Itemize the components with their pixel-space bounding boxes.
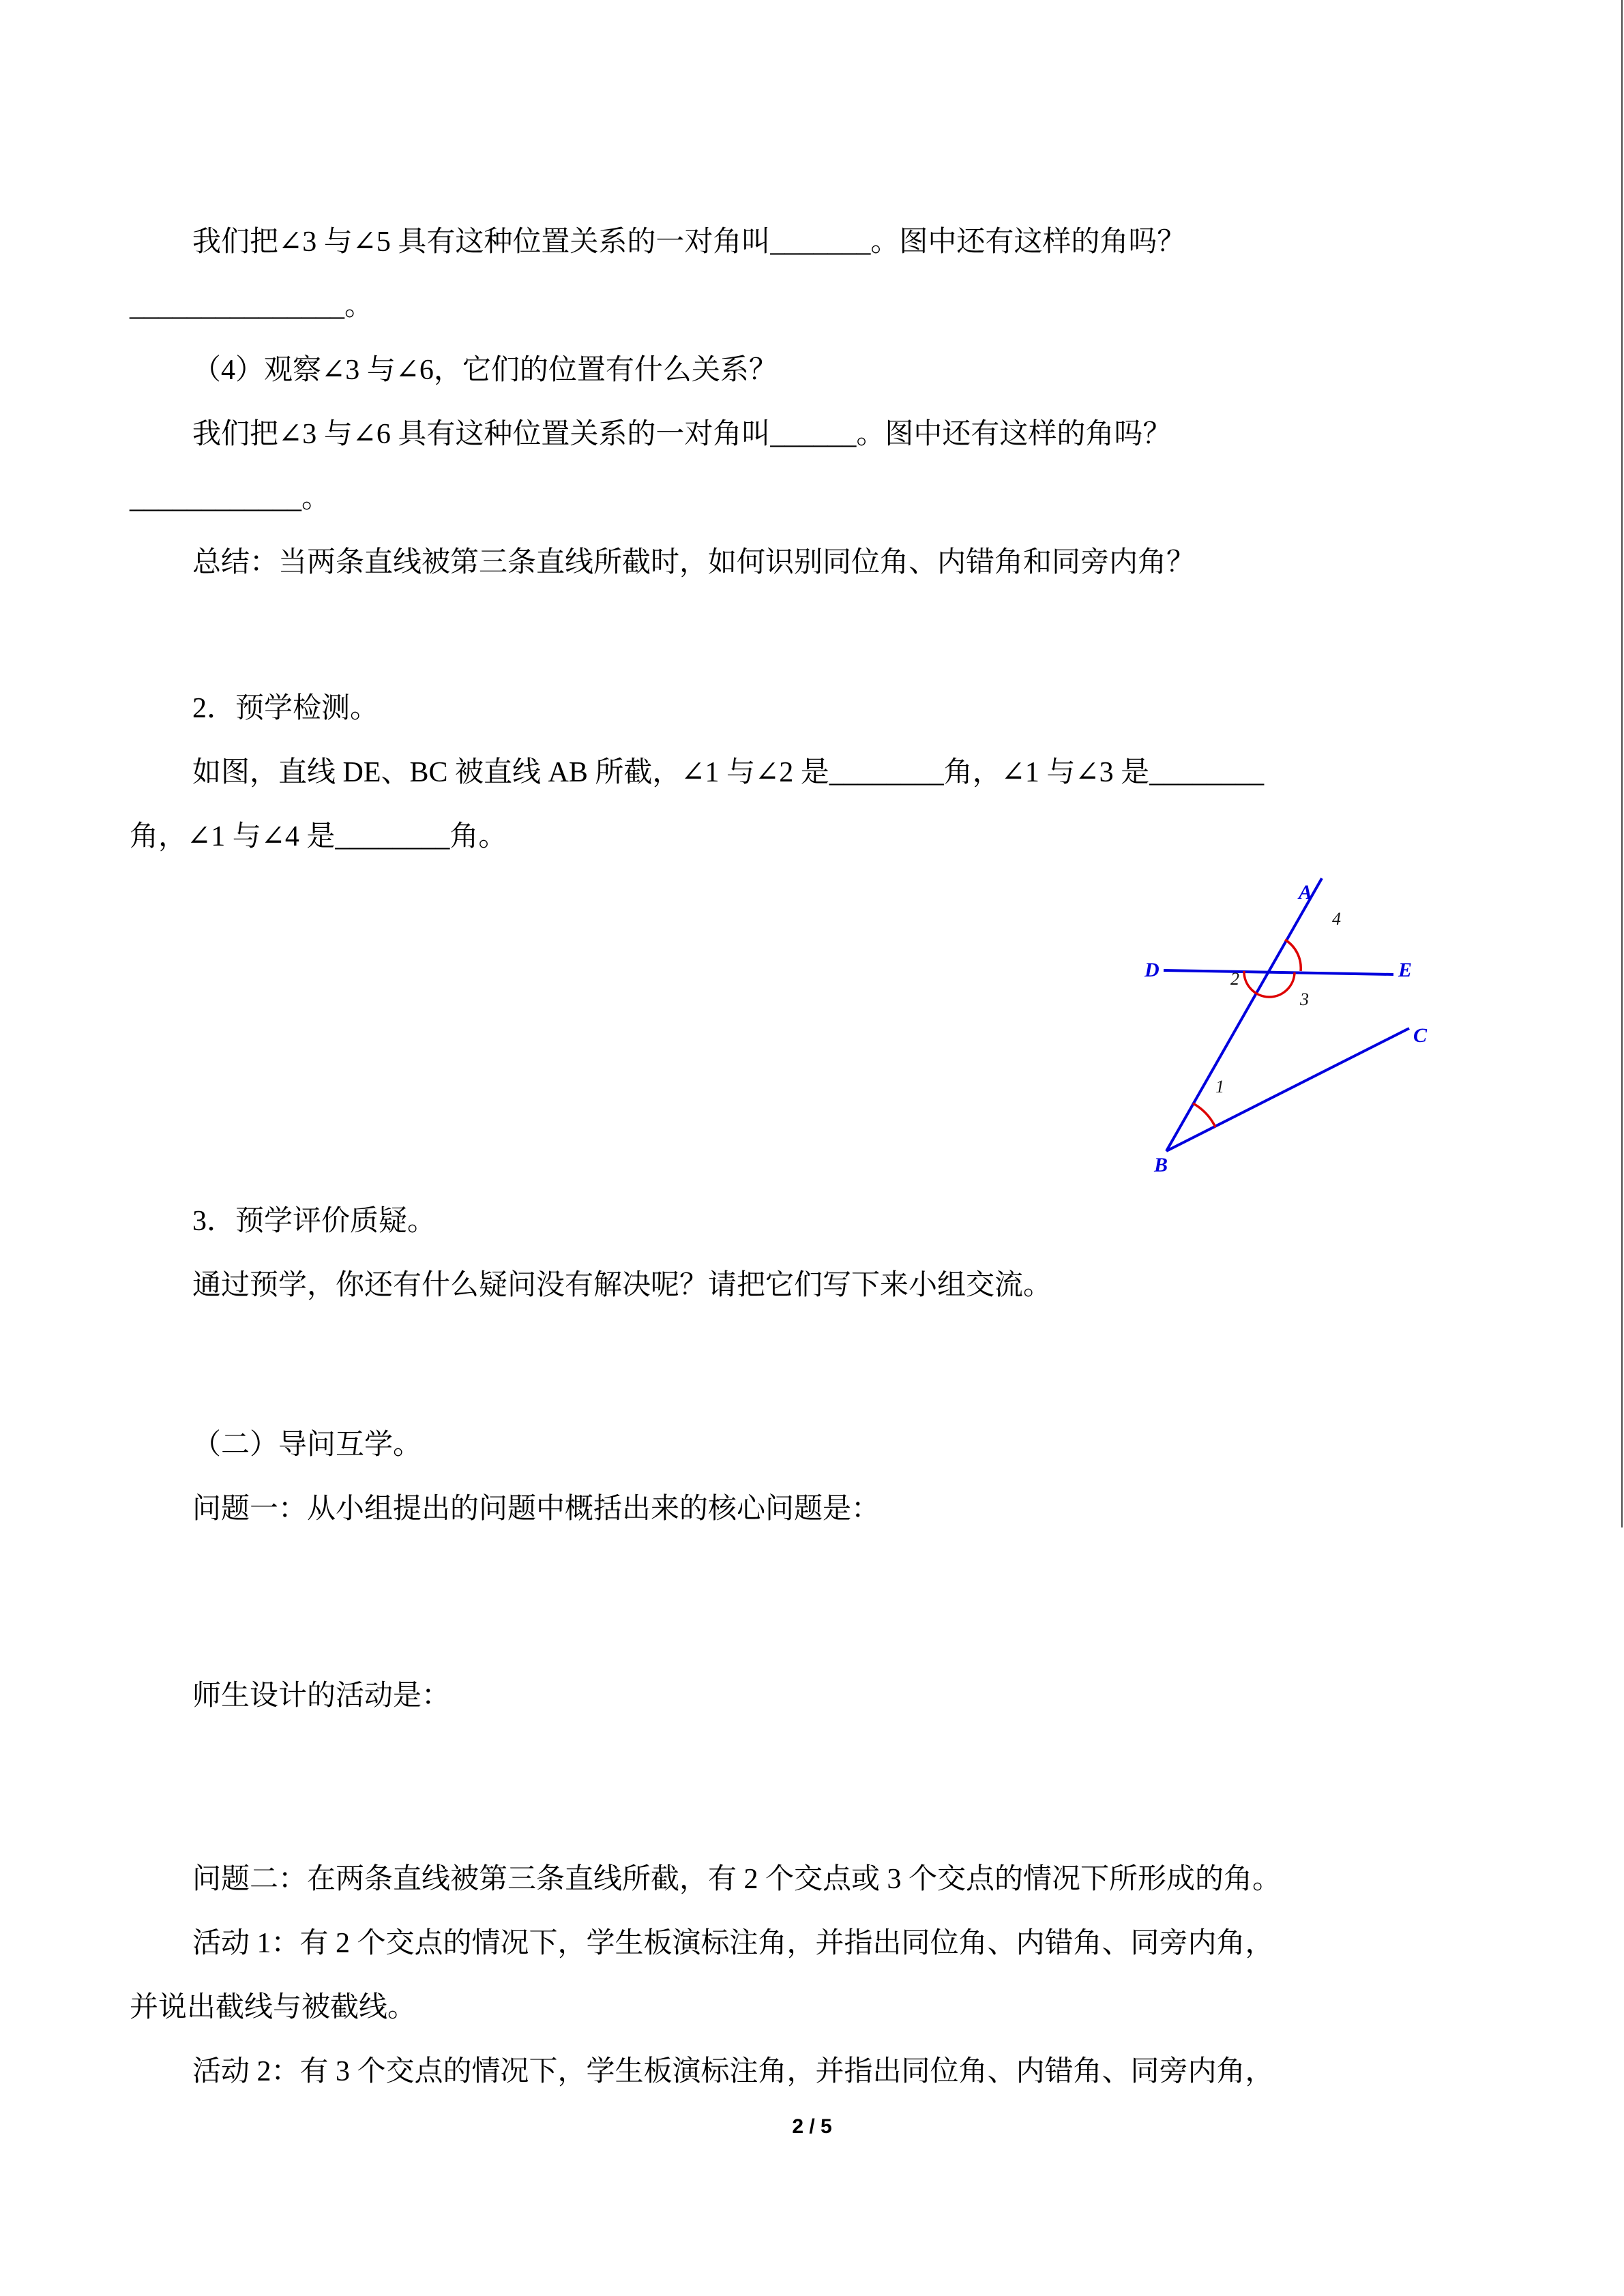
text-line: 我们把∠3 与∠5 具有这种位置关系的一对角叫_______。图中还有这样的角吗？ <box>192 226 1186 258</box>
text-line: 通过预学，你还有什么疑问没有解决呢？请把它们写下来小组交流。 <box>192 1270 1052 1301</box>
angle-label-2: 2 <box>1230 969 1239 989</box>
angle-label-1: 1 <box>1215 1077 1224 1097</box>
text-line: （4）观察∠3 与∠6，它们的位置有什么关系？ <box>192 355 778 386</box>
text-line: 角，∠1 与∠4 是________角。 <box>130 821 507 852</box>
point-label-e: E <box>1398 959 1413 981</box>
blank-answer-line: _______________。 <box>130 290 374 322</box>
angle-arc-1 <box>1193 1103 1215 1127</box>
point-label-a: A <box>1299 881 1313 904</box>
page-number: 2 / 5 <box>792 2115 832 2138</box>
text-line: 如图，直线 DE、BC 被直线 AB 所截，∠1 与∠2 是________角，∠1 与∠3 是________ <box>192 757 1265 788</box>
angle-label-3: 3 <box>1300 989 1309 1009</box>
angle-arc-2-3 <box>1244 971 1295 997</box>
text-line: 问题一：从小组提出的问题中概括出来的核心问题是： <box>192 1493 881 1525</box>
text-line: 活动 1：有 2 个交点的情况下，学生板演标注角，并指出同位角、内错角、同旁内角， <box>192 1928 1274 1959</box>
text-line: 问题二：在两条直线被第三条直线所截，有 2 个交点或 3 个交点的情况下所形成的角。 <box>192 1864 1282 1895</box>
angle-label-4: 4 <box>1332 909 1341 929</box>
text-line: 并说出截线与被截线。 <box>130 1992 417 2023</box>
section-heading: （二）导问互学。 <box>192 1429 422 1461</box>
summary-line: 总结：当两条直线被第三条直线所截时，如何识别同位角、内错角和同旁内角？ <box>192 547 1196 578</box>
page-edge-line <box>1621 0 1623 1527</box>
geometry-figure <box>1124 873 1451 1180</box>
line-de <box>1164 970 1393 974</box>
text-line: 师生设计的活动是： <box>192 1680 451 1712</box>
line-ab <box>1166 878 1322 1151</box>
text-line: 我们把∠3 与∠6 具有这种位置关系的一对角叫______。图中还有这样的角吗？ <box>192 419 1172 450</box>
text-line: 活动 2：有 3 个交点的情况下，学生板演标注角，并指出同位角、内错角、同旁内角， <box>192 2056 1274 2087</box>
point-label-b: B <box>1154 1154 1168 1176</box>
angles-diagram <box>1124 873 1451 1180</box>
point-label-d: D <box>1145 959 1160 981</box>
section-heading: 2．预学检测。 <box>192 693 379 724</box>
point-label-c: C <box>1413 1024 1428 1047</box>
angle-arc-4 <box>1285 940 1301 971</box>
blank-answer-line: ____________。 <box>130 483 331 514</box>
section-heading: 3．预学评价质疑。 <box>192 1206 437 1237</box>
